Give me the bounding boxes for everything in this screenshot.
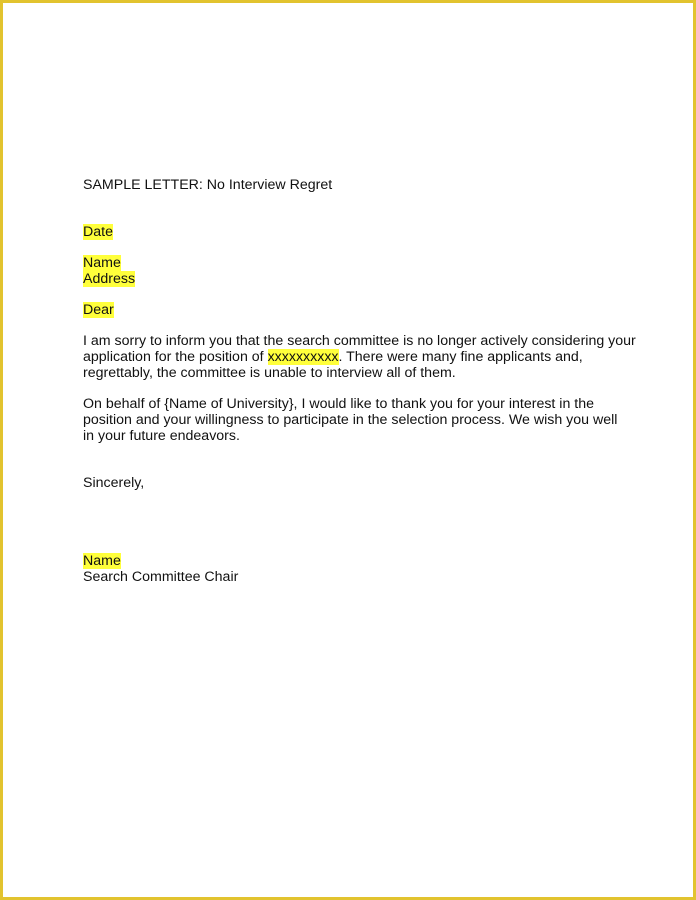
position-text: application for the position of xyxy=(83,349,268,365)
applicants-text: . There were many fine applicants and, xyxy=(338,349,583,365)
date-line xyxy=(83,224,628,240)
recipient-name-line xyxy=(83,255,628,271)
recipient-name-placeholder: Name xyxy=(83,255,121,271)
paragraph-thanks-line-1: On behalf of {Name of University}, I would like to thank you for your interest in the xyxy=(83,396,595,412)
paragraph-regret-line-1: I am sorry to inform you that the search committee is no longer actively considering your xyxy=(83,333,636,349)
letter-body xyxy=(83,177,636,585)
date-placeholder: Date xyxy=(83,224,113,240)
salutation-placeholder: Dear xyxy=(83,302,114,318)
signer-name-placeholder: Name xyxy=(83,553,121,569)
position-placeholder: xxxxxxxxxx xyxy=(267,349,339,365)
paragraph-thanks-line-3: in your future endeavors. xyxy=(83,428,240,444)
paragraph-regret-line-2 xyxy=(83,349,628,365)
letter-title: SAMPLE LETTER: No Interview Regret xyxy=(83,177,333,193)
signer-name-line xyxy=(83,553,628,569)
recipient-address-placeholder: Address xyxy=(83,271,136,287)
recipient-address-line xyxy=(83,271,628,287)
paragraph-thanks-line-2: position and your willingness to participate in the selection process. We wish you well xyxy=(83,412,618,428)
paragraph-regret-line-3: regrettably, the committee is unable to interview all of them. xyxy=(83,365,456,381)
paragraph-regret xyxy=(83,333,636,381)
salutation-line xyxy=(83,302,628,318)
signer-title: Search Committee Chair xyxy=(83,569,239,585)
paragraph-thanks xyxy=(83,396,628,444)
closing-line: Sincerely, xyxy=(83,475,145,491)
